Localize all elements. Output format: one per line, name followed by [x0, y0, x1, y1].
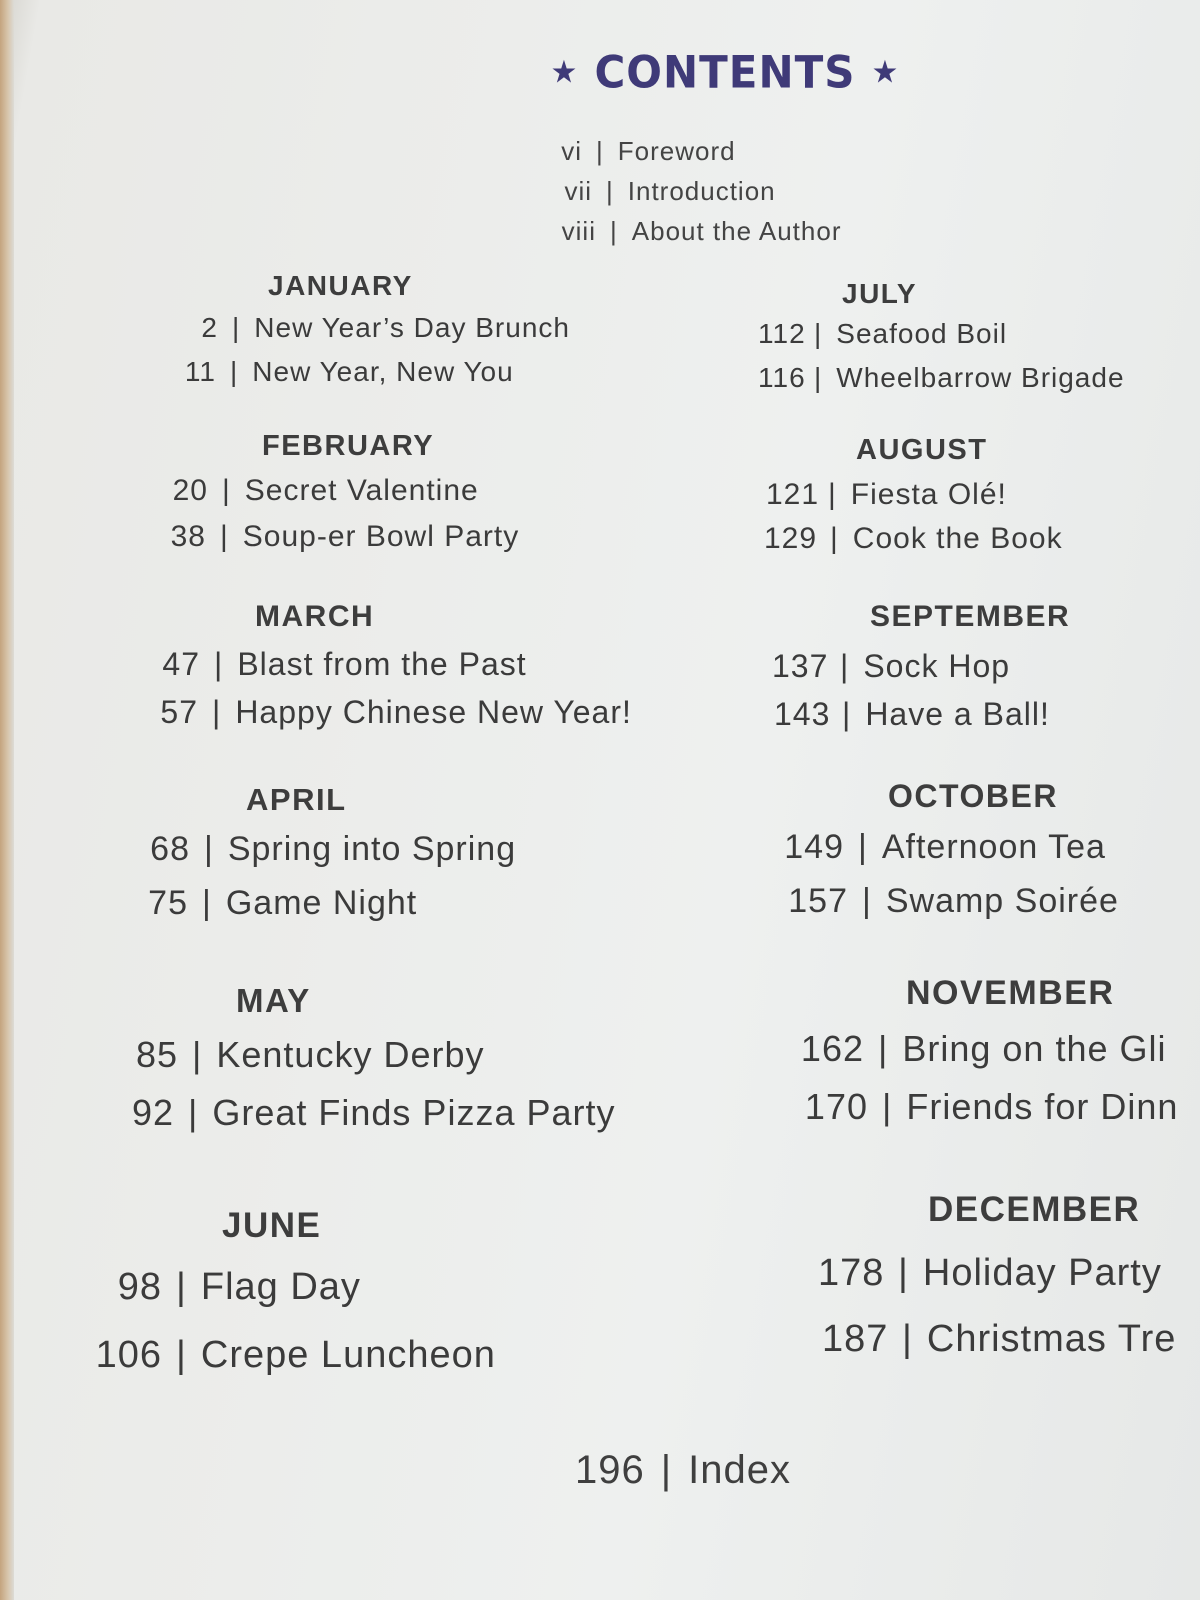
separator: |: [176, 1334, 187, 1376]
separator: |: [814, 362, 823, 393]
toc-entry[interactable]: [772, 648, 1010, 685]
month-heading-march: MARCH: [255, 600, 375, 633]
page-number: 121: [766, 478, 820, 511]
page-edge: [0, 0, 14, 1600]
toc-entry[interactable]: [72, 1334, 496, 1377]
page-number: 196: [575, 1448, 645, 1492]
index-entry[interactable]: [575, 1448, 791, 1493]
toc-entry[interactable]: [126, 884, 417, 923]
month-heading-november: NOVEMBER: [906, 974, 1115, 1012]
page-number: 11: [184, 356, 216, 387]
separator: |: [232, 312, 241, 343]
page-number: 38: [170, 520, 206, 553]
separator: |: [222, 474, 231, 507]
entry-label: Secret Valentine: [244, 474, 479, 507]
toc-entry[interactable]: [784, 828, 1106, 867]
entry-label: Crepe Luncheon: [200, 1334, 496, 1376]
entry-label: Game Night: [225, 884, 418, 922]
entry-label: Great Finds Pizza Party: [212, 1092, 616, 1133]
month-heading-february: FEBRUARY: [262, 430, 435, 462]
page-number: 170: [804, 1086, 868, 1127]
separator: |: [898, 1252, 909, 1294]
entry-label: Foreword: [617, 136, 736, 166]
toc-entry[interactable]: [822, 1318, 1176, 1361]
toc-entry[interactable]: [788, 882, 1119, 921]
separator: |: [202, 884, 212, 922]
month-heading-december: DECEMBER: [928, 1190, 1141, 1229]
entry-label: Kentucky Derby: [216, 1034, 485, 1075]
toc-entry[interactable]: [774, 696, 1050, 733]
toc-entry[interactable]: [128, 830, 516, 869]
toc-entry[interactable]: [818, 1252, 1162, 1295]
month-heading-june: JUNE: [222, 1206, 322, 1245]
entry-label: New Year’s Day Brunch: [254, 312, 570, 343]
separator: |: [660, 1448, 673, 1492]
entry-label: Friends for Dinn: [906, 1086, 1179, 1127]
month-heading-january: JANUARY: [268, 270, 413, 301]
month-heading-august: AUGUST: [856, 434, 988, 466]
page-number: vii: [564, 176, 592, 206]
separator: |: [902, 1318, 913, 1360]
separator: |: [230, 356, 239, 387]
entry-label: Cook the Book: [852, 522, 1063, 555]
page-number: 92: [131, 1092, 174, 1133]
entry-label: Happy Chinese New Year!: [235, 694, 632, 730]
star-icon-left: ★: [550, 54, 579, 91]
separator: |: [882, 1086, 893, 1127]
page-number: 149: [784, 828, 844, 866]
entry-label: Spring into Spring: [227, 830, 517, 868]
entry-label: Christmas Tre: [926, 1318, 1177, 1360]
entry-label: Bring on the Gli: [902, 1028, 1167, 1069]
toc-entry[interactable]: [96, 1266, 361, 1309]
page-number: 116: [758, 362, 806, 393]
entry-label: Wheelbarrow Brigade: [836, 362, 1125, 393]
separator: |: [204, 830, 214, 868]
separator: |: [858, 828, 868, 866]
month-heading-october: OCTOBER: [888, 778, 1058, 814]
separator: |: [840, 648, 850, 684]
month-heading-may: MAY: [236, 982, 311, 1019]
page-number: 47: [162, 646, 200, 682]
month-heading-september: SEPTEMBER: [870, 600, 1071, 633]
entry-label: Afternoon Tea: [881, 828, 1106, 866]
toc-entry[interactable]: [766, 478, 1007, 512]
toc-entry[interactable]: [800, 1028, 1167, 1070]
separator: |: [214, 646, 224, 682]
page-number: 20: [172, 474, 208, 507]
toc-entry[interactable]: [758, 318, 1007, 350]
page-number: 187: [822, 1318, 889, 1360]
separator: |: [176, 1266, 187, 1308]
toc-entry[interactable]: [764, 522, 1063, 556]
entry-label: Soup-er Bowl Party: [242, 520, 520, 553]
entry-label: Index: [688, 1448, 791, 1492]
page-number: 162: [800, 1028, 864, 1069]
separator: |: [220, 520, 229, 553]
entry-label: New Year, New You: [252, 356, 514, 387]
front-matter-item[interactable]: [540, 216, 841, 247]
entry-label: Flag Day: [200, 1266, 361, 1308]
entry-label: Swamp Soirée: [885, 882, 1119, 920]
month-heading-july: JULY: [842, 278, 918, 309]
star-icon-right: ★: [871, 54, 900, 91]
entry-label: Holiday Party: [922, 1252, 1162, 1294]
entry-label: Seafood Boil: [836, 318, 1008, 349]
page-number: 68: [150, 830, 190, 868]
separator: |: [828, 478, 837, 511]
separator: |: [192, 1034, 203, 1075]
separator: |: [610, 216, 618, 246]
entry-label: Sock Hop: [863, 648, 1011, 684]
toc-entry[interactable]: [168, 356, 514, 388]
page-number: 98: [117, 1266, 162, 1308]
toc-entry[interactable]: [170, 312, 570, 344]
toc-entry[interactable]: [140, 646, 527, 683]
separator: |: [862, 882, 872, 920]
separator: |: [212, 694, 222, 730]
contents-title: [545, 47, 905, 98]
front-matter-item[interactable]: [540, 176, 776, 207]
separator: |: [830, 522, 839, 555]
toc-entry[interactable]: [148, 520, 519, 554]
separator: |: [842, 696, 852, 732]
entry-label: Blast from the Past: [237, 646, 527, 682]
page-number: 85: [135, 1034, 178, 1075]
front-matter-item[interactable]: [540, 136, 736, 167]
page-number: 112: [758, 318, 806, 349]
separator: |: [188, 1092, 199, 1133]
toc-entry[interactable]: [758, 362, 1125, 394]
entry-label: Have a Ball!: [865, 696, 1050, 732]
toc-entry[interactable]: [110, 1092, 616, 1134]
month-heading-april: APRIL: [246, 782, 347, 817]
page-number: 57: [160, 694, 198, 730]
page-number: 106: [95, 1334, 162, 1376]
page-number: 157: [788, 882, 848, 920]
toc-entry[interactable]: [138, 694, 632, 731]
toc-entry[interactable]: [114, 1034, 484, 1076]
separator: |: [596, 136, 604, 166]
separator: |: [814, 318, 823, 349]
toc-entry[interactable]: [150, 474, 479, 508]
toc-entry[interactable]: [804, 1086, 1178, 1128]
page-number: 137: [772, 648, 829, 684]
page-number: vi: [561, 136, 582, 166]
entry-label: Fiesta Olé!: [850, 478, 1007, 511]
page-number: 2: [201, 312, 218, 343]
separator: |: [606, 176, 614, 206]
entry-label: About the Author: [631, 216, 842, 246]
page-number: 143: [774, 696, 831, 732]
page-number: 129: [764, 522, 818, 555]
page-number: 75: [148, 884, 188, 922]
page-number: viii: [561, 216, 596, 246]
entry-label: Introduction: [627, 176, 776, 206]
page-number: 178: [818, 1252, 885, 1294]
separator: |: [878, 1028, 889, 1069]
page-title: CONTENTS: [594, 46, 856, 99]
